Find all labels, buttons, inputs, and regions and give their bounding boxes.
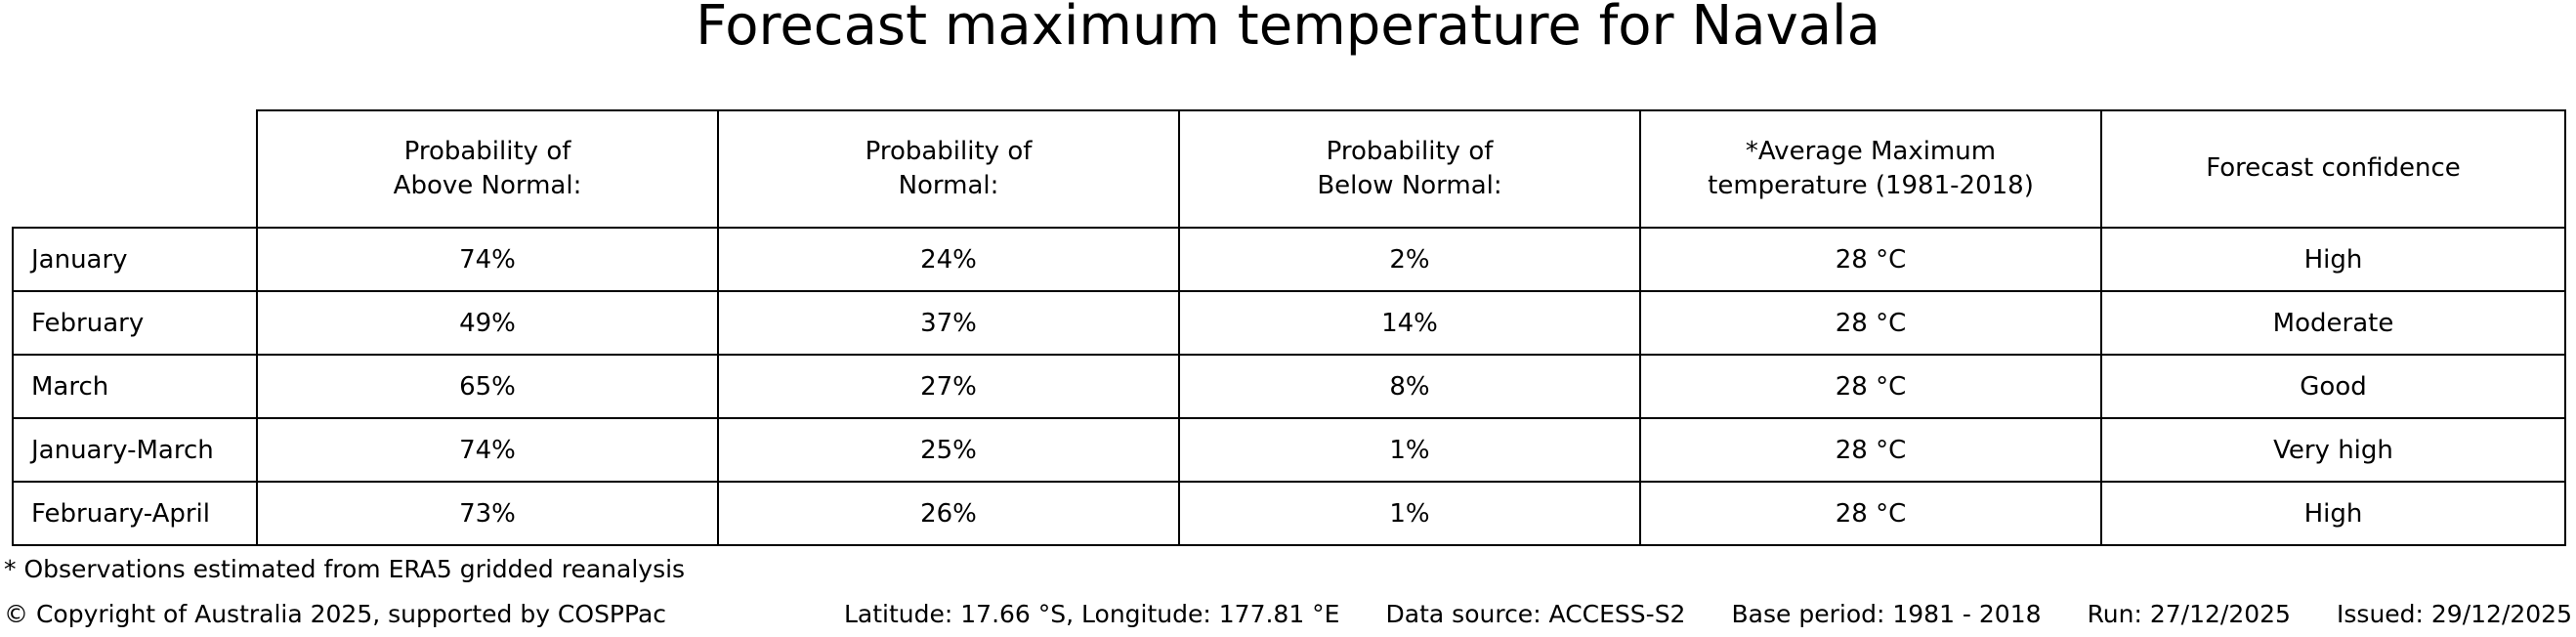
row-label-january-march: January-March — [13, 418, 257, 482]
column-header-avg-max-temp-line1: *Average Maximum — [1745, 136, 1997, 166]
forecast-table-wrapper — [12, 109, 2564, 546]
cell-january-avg-max-temp: 28 °C — [1640, 228, 2101, 291]
cell-january-normal: 24% — [718, 228, 1179, 291]
row-label-march: March — [13, 355, 257, 418]
row-label-february: February — [13, 291, 257, 355]
row-label-january: January — [13, 228, 257, 291]
cell-march-below-normal: 8% — [1179, 355, 1640, 418]
table-row — [13, 291, 2565, 355]
cell-february-april-confidence: High — [2101, 482, 2565, 545]
column-header-below-normal-line2: Below Normal: — [1317, 171, 1502, 200]
cell-january-march-avg-max-temp: 28 °C — [1640, 418, 2101, 482]
table-row — [13, 355, 2565, 418]
cell-february-below-normal: 14% — [1179, 291, 1640, 355]
column-header-forecast-confidence — [2101, 110, 2565, 228]
cell-january-below-normal: 2% — [1179, 228, 1640, 291]
column-header-normal — [718, 110, 1179, 228]
footer-copyright: © Copyright of Australia 2025, supported by COSPPac — [4, 600, 667, 628]
cell-march-above-normal: 65% — [257, 355, 718, 418]
footer-issued-date: Issued: 29/12/2025 — [2337, 600, 2572, 628]
column-header-above-normal-line2: Above Normal: — [393, 171, 582, 200]
column-header-avg-max-temp — [1640, 110, 2101, 228]
page-title: Forecast maximum temperature for Navala — [696, 0, 1880, 58]
footer-metadata — [844, 600, 2572, 628]
cell-january-confidence: High — [2101, 228, 2565, 291]
footer-base-period: Base period: 1981 - 2018 — [1731, 600, 2042, 628]
cell-february-normal: 37% — [718, 291, 1179, 355]
table-row — [13, 418, 2565, 482]
row-label-february-april: February-April — [13, 482, 257, 545]
table-header-corner — [13, 110, 257, 228]
cell-january-march-normal: 25% — [718, 418, 1179, 482]
column-header-forecast-confidence-line1: Forecast confidence — [2206, 153, 2461, 184]
footer-data-source: Data source: ACCESS-S2 — [1385, 600, 1686, 628]
cell-march-avg-max-temp: 28 °C — [1640, 355, 2101, 418]
footnote-observations: * Observations estimated from ERA5 gridded reanalysis — [4, 555, 686, 583]
cell-february-above-normal: 49% — [257, 291, 718, 355]
cell-january-march-below-normal: 1% — [1179, 418, 1640, 482]
cell-march-normal: 27% — [718, 355, 1179, 418]
table-row — [13, 228, 2565, 291]
cell-february-confidence: Moderate — [2101, 291, 2565, 355]
cell-january-above-normal: 74% — [257, 228, 718, 291]
footer-location: Latitude: 17.66 °S, Longitude: 177.81 °E — [844, 600, 1340, 628]
column-header-below-normal-line1: Probability of — [1326, 136, 1494, 166]
column-header-above-normal-line1: Probability of — [403, 136, 571, 166]
table-header-row — [13, 110, 2565, 228]
cell-february-april-avg-max-temp: 28 °C — [1640, 482, 2101, 545]
column-header-below-normal — [1179, 110, 1640, 228]
cell-february-april-above-normal: 73% — [257, 482, 718, 545]
cell-january-march-confidence: Very high — [2101, 418, 2565, 482]
cell-january-march-above-normal: 74% — [257, 418, 718, 482]
cell-march-confidence: Good — [2101, 355, 2565, 418]
column-header-above-normal — [257, 110, 718, 228]
cell-february-april-normal: 26% — [718, 482, 1179, 545]
footer-run-date: Run: 27/12/2025 — [2087, 600, 2291, 628]
column-header-normal-line1: Probability of — [865, 136, 1033, 166]
cell-february-april-below-normal: 1% — [1179, 482, 1640, 545]
table-row — [13, 482, 2565, 545]
column-header-avg-max-temp-line2: temperature (1981-2018) — [1708, 171, 2034, 200]
column-header-normal-line2: Normal: — [898, 171, 999, 200]
forecast-table — [12, 109, 2566, 546]
cell-february-avg-max-temp: 28 °C — [1640, 291, 2101, 355]
